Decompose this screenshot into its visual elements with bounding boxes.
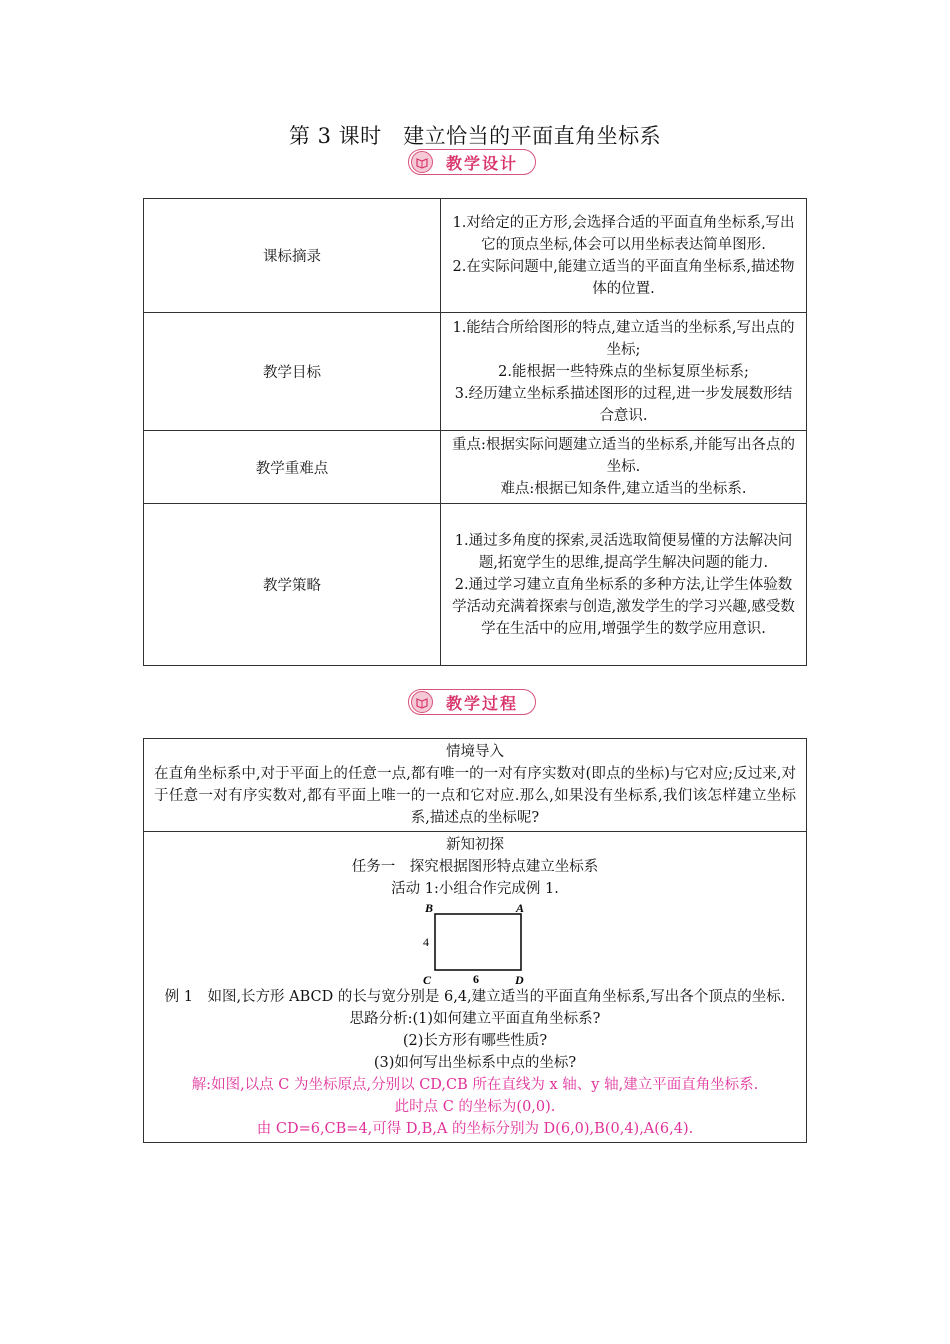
design-banner-label: 教学设计: [445, 153, 518, 173]
side-length-bottom: 6: [473, 972, 479, 986]
table-row: [144, 199, 807, 313]
solution-line: 此时点 C 的坐标为(0,0).: [394, 1099, 556, 1115]
table-row: [144, 313, 807, 431]
explore-cell: [144, 832, 807, 1143]
analysis-line: 思路分析:(1)如何建立平面直角坐标系?: [349, 1011, 601, 1027]
activity-line: 活动 1:小组合作完成例 1.: [391, 881, 559, 897]
row-content: [441, 199, 807, 313]
intro-heading: 情境导入: [446, 744, 504, 760]
rectangle-figure: [415, 900, 535, 986]
content-line: 重点:根据实际问题建立适当的坐标系,并能写出各点的坐标.: [452, 437, 795, 475]
content-line: 2.通过学习建立直角坐标系的多种方法,让学生体验数学活动充满着探索与创造,激发学生的学习兴趣,感受数学在生活中的应用,增强学生的数学应用意识.: [452, 576, 795, 637]
row-label: 课标摘录: [144, 199, 441, 313]
content-line: 2.能根据一些特殊点的坐标复原坐标系;: [498, 363, 749, 380]
solution-line: 解:如图,以点 C 为坐标原点,分别以 CD,CB 所在直线为 x 轴、y 轴,建立平面直角坐标系.: [191, 1077, 759, 1093]
content-line: 2.在实际问题中,能建立适当的平面直角坐标系,描述物体的位置.: [452, 258, 795, 297]
row-content: [441, 504, 807, 666]
content-line: 3.经历建立坐标系描述图形的过程,进一步发展数形结合意识.: [454, 385, 793, 424]
content-line: 难点:根据已知条件,建立适当的坐标系.: [500, 481, 747, 497]
row-label: 教学重难点: [144, 431, 441, 504]
solution-line: 由 CD=6,CB=4,可得 D,B,A 的坐标分别为 D(6,0),B(0,4),A(6,4).: [256, 1121, 694, 1137]
explore-heading: 新知初探: [446, 837, 504, 853]
content-line: 1.能结合所给图形的特点,建立适当的坐标系,写出点的坐标;: [452, 319, 795, 358]
table-row: [144, 431, 807, 504]
row-label: 教学目标: [144, 313, 441, 431]
analysis-line: (3)如何写出坐标系中点的坐标?: [373, 1055, 577, 1071]
process-table: [143, 738, 807, 1143]
content-line: 1.对给定的正方形,会选择合适的平面直角坐标系,写出它的顶点坐标,体会可以用坐标表达简单图形.: [452, 214, 795, 253]
analysis-line: (2)长方形有哪些性质?: [402, 1033, 548, 1049]
side-length-left: 4: [423, 935, 429, 949]
book-icon: [411, 151, 433, 173]
task-title: 任务一 探究根据图形特点建立坐标系: [351, 859, 599, 875]
table-row: [144, 504, 807, 666]
table-row: [144, 832, 807, 1143]
page-title: 第 3 课时 建立恰当的平面直角坐标系: [288, 124, 662, 148]
label-a: A: [516, 901, 525, 915]
design-table: [143, 198, 807, 666]
content-line: 1.通过多角度的探索,灵活选取简便易懂的方法解决问题,拓宽学生的思维,提高学生解决问题的能力.: [454, 532, 793, 571]
process-section-banner: [408, 689, 536, 715]
label-d: D: [515, 973, 524, 986]
table-row: [144, 739, 807, 832]
row-content: [441, 313, 807, 431]
design-section-banner: [408, 149, 536, 175]
rectangle-abcd: [435, 914, 521, 970]
intro-text: 在直角坐标系中,对于平面上的任意一点,都有唯一的一对有序实数对(即点的坐标)与它对应;反过来,对于任意一对有序实数对,都有平面上唯一的一点和它对应.那么,如果没有坐标系,我们该怎样建立坐标系,描述点的坐标呢?: [154, 766, 796, 826]
label-c: C: [423, 973, 432, 986]
intro-cell: [144, 739, 807, 832]
book-icon: [411, 691, 433, 713]
label-b: B: [425, 901, 434, 915]
example-text: 例 1 如图,长方形 ABCD 的长与宽分别是 6,4,建立适当的平面直角坐标系,写出各个顶点的坐标.: [164, 989, 786, 1005]
row-content: [441, 431, 807, 504]
process-banner-label: 教学过程: [445, 693, 518, 713]
row-label: 教学策略: [144, 504, 441, 666]
